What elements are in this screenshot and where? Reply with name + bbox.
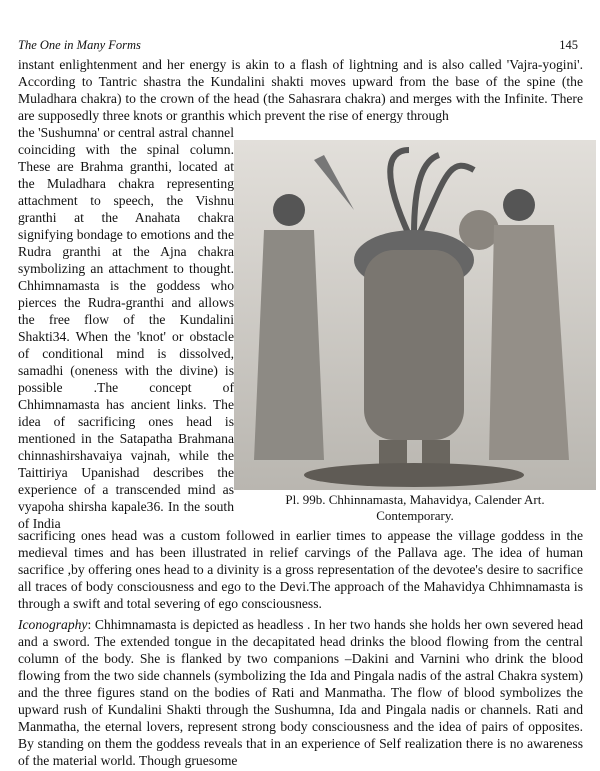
chhinnamasta-illustration: [234, 140, 596, 490]
figure-caption-line-2: Contemporary.: [376, 508, 454, 523]
running-header: [18, 38, 578, 56]
continuation-paragraph: sacrificing ones head was a custom followed in earlier times to appease the village goddess in the medieval times and has been illustrated in relief carvings of the Pallava age. The idea of human sacrifice ,by offering ones head to a divinity is a gross representation of the devotee's desire to sacrifice all traces of body consciousness and ego to the Devi.The approach of the Mahavidya Chhimnamasta is through a swift and total severing of ego consciousness.: [18, 528, 583, 611]
intro-paragraph: instant enlightenment and her energy is akin to a flash of lightning and is also called 'Vajra-yogini'. According to Tantric shastra the Kundalini shakti moves upward from the base of the spine (the Muladhara chakra) to the crown of the head (the Sahasrara chakra) and merges with the Infinite. There are supposedly three knots or granthis which prevent the rise of energy through: [18, 57, 583, 123]
iconography-body: : Chhimnamasta is depicted as headless . In her two hands she holds her own severed head and a sword. The extended tongue in the decapitated head drinks the blood flowing from the central column of the body. She is flanked by two companions –Dakini and Varnini who drink the blood flowing from the two side channels (symbolizing the Ida and Pingala nadis of the astral Chakra system) and the three figures stand on the bodies of Rati and Manmatha. The flow of blood symbolizes the upward rush of Kundalini Shakti through the Sushumna, Ida and Pingala nadis or channels. Rati and Manmatha, the eternal lovers, represent strong body consciousness and the idea of pairs of opposites. By standing on them the goddess reveals that in an experience of Self realization there is no awareness of the material world. Though gruesome: [18, 617, 583, 768]
illustration-drawing: [234, 140, 596, 490]
iconography-paragraph: [18, 616, 583, 769]
figure-caption-line-1: Pl. 99b. Chhinnamasta, Mahavidya, Calender Art.: [285, 492, 545, 507]
wrapped-column-text: the 'Sushumna' or central astral channel coinciding with the spinal column. These are Brahma granthi, located at the Muladhara chakra representing attachment to speech, the Vishnu granthi at the Anahata chakra signifying bondage to emotions and the Rudra granthi at the Ajna chakra symbolizing an attachment to thought. Chhimnamasta is the goddess who pierces the Rudra-granthi and allows the free flow of the Kundalini Shakti34. When the 'knot' or obstacle of conditional mind is dissolved, samadhi (oneness with the divine) is possible .The concept of Chhimnamasta has ancient links. The idea of sacrificing ones head is mentioned in the Satapatha Brahmana chinnashirshavaiya vajnah, while the Taittiriya Upanishad describes the experience of a transcended mind as vyapoha shirsha kapale36. In the south of India: [18, 125, 234, 531]
page-number: 145: [559, 38, 578, 52]
running-title: The One in Many Forms: [18, 38, 141, 52]
iconography-heading: Iconography: [18, 617, 88, 632]
figure-caption: [234, 492, 596, 524]
